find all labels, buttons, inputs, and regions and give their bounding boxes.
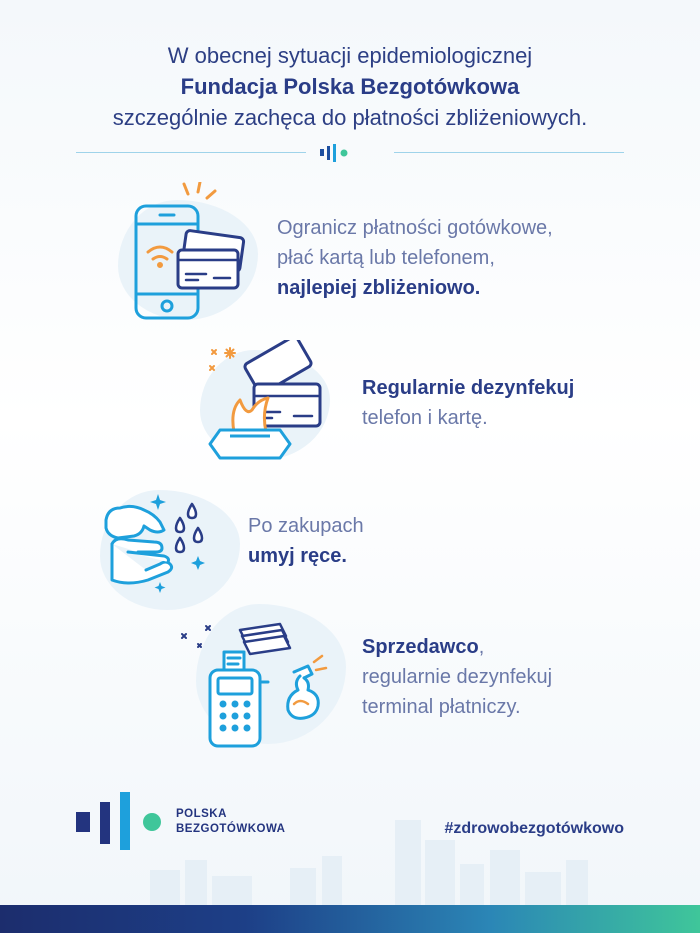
item4-line-1-wrap xyxy=(362,632,662,662)
item3-line-2: umyj ręce. xyxy=(248,545,347,567)
item4-line-3: terminal płatniczy. xyxy=(362,696,521,718)
item1-line-2: płać kartą lub telefonem, xyxy=(277,247,495,269)
item4-line-2: regularnie dezynfekuj xyxy=(362,666,553,688)
item4-line-1-suffix: , xyxy=(478,636,485,658)
item2-text xyxy=(362,373,662,433)
item3-text xyxy=(248,511,498,571)
item2-line-1: Regularnie dezynfekuj xyxy=(362,377,575,399)
item1-line-1: Ogranicz płatności gotówkowe, xyxy=(277,217,553,239)
header xyxy=(0,40,700,133)
item3-line-1: Po zakupach xyxy=(248,515,364,537)
card-disinfect-icon xyxy=(200,340,330,470)
hand-wash-icon xyxy=(98,490,228,600)
header-line-3: szczególnie zachęca do płatności zbliżeniowych. xyxy=(112,105,588,130)
item1-line-3: najlepiej zbliżeniowo. xyxy=(277,277,481,299)
item4-text xyxy=(362,632,662,722)
header-line-1: W obecnej sytuacji epidemiologicznej xyxy=(167,43,533,68)
item1-text xyxy=(277,213,607,303)
divider-line-left xyxy=(76,152,306,153)
header-line-2: Fundacja Polska Bezgotówkowa xyxy=(180,74,520,99)
header-divider xyxy=(76,143,624,163)
brand-logo-icon xyxy=(76,790,166,852)
phone-card-icon xyxy=(126,182,256,322)
divider-logo-icon xyxy=(318,143,358,163)
brand-line-1: POLSKA xyxy=(176,808,227,820)
bottom-gradient-bar xyxy=(0,905,700,933)
divider-line-right xyxy=(394,152,624,153)
terminal-clean-icon xyxy=(176,612,336,752)
brand-line-2: BEZGOTÓWKOWA xyxy=(176,823,286,835)
item2-line-2: telefon i kartę. xyxy=(362,407,488,429)
hashtag: #zdrowobezgotówkowo xyxy=(444,820,624,837)
item4-line-1: Sprzedawco xyxy=(362,636,479,658)
brand-name xyxy=(176,807,286,837)
